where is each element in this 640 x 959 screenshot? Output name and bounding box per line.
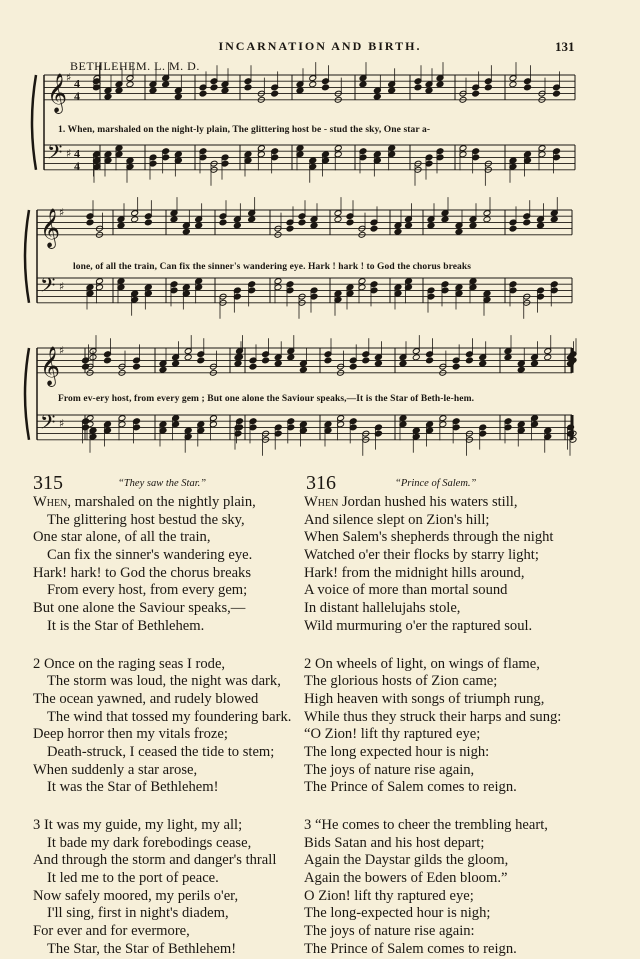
verse-line: And through the storm and danger's thrall [33, 852, 277, 869]
verse-line: 3 “He comes to cheer the trembling heart, [304, 817, 548, 833]
treble-clef-icon: 𝄞 [47, 72, 68, 113]
hymn-315-text [33, 494, 291, 959]
verse-line: A voice of more than mortal sound [304, 582, 508, 599]
verse-line: Again the bowers of Eden bloom.” [304, 870, 508, 887]
note-head [221, 87, 229, 94]
first-word: When, [33, 494, 71, 510]
note-head [182, 228, 190, 235]
note-head [126, 81, 134, 88]
verse-line: From every host, from every gem; [47, 582, 248, 599]
note-head [322, 84, 330, 91]
verse-line: I'll sing, first in night's diadem, [47, 905, 229, 922]
hymn-315-number: 315 [33, 472, 63, 494]
verse-line: The long expected hour is nigh: [304, 743, 490, 760]
verse-line: High heaven with songs of triumph rung, [304, 690, 545, 707]
time-signature: 4 [74, 158, 80, 173]
note-head [286, 225, 294, 232]
treble-clef-icon: 𝄞 [40, 207, 61, 248]
note-head [509, 81, 517, 88]
verse-line: Deep horror then my vitals froze; [33, 726, 228, 743]
note-head [537, 222, 545, 229]
note-head [299, 366, 307, 373]
note-head [86, 219, 94, 226]
hymn-316-number: 316 [306, 472, 336, 494]
verse-line: 3 It was my guide, my light, my all; [33, 817, 243, 833]
note-head [131, 216, 139, 223]
note-head [517, 366, 525, 373]
brace [25, 348, 29, 440]
lyric-line-3: From ev-ery host, from every gem ; But one alone the Saviour speaks,—It is the Star of Beth-le-hem. [58, 394, 475, 404]
note-head [104, 93, 112, 100]
note-head [414, 84, 422, 91]
treble-clef-icon: 𝄞 [40, 345, 61, 386]
note-head [298, 219, 306, 226]
verse-line: The ocean yawned, and rudely blowed [33, 690, 259, 707]
verse-line: When suddenly a star arose, [33, 761, 198, 778]
sharp-icon: ♯ [66, 71, 72, 84]
verse-line [33, 797, 291, 817]
note-head [104, 357, 112, 364]
verse-line: Wild murmuring o'er the raptured soul. [304, 617, 533, 634]
verse-line: It is the Star of Bethlehem. [47, 617, 205, 634]
brace [25, 210, 29, 303]
verse-line: The Star, the Star of Bethlehem! [47, 940, 237, 957]
verse-line: It bade my dark forebodings cease, [47, 834, 252, 851]
verse-line: Again the Daystar gilds the gloom, [304, 852, 509, 869]
note-head [436, 81, 444, 88]
hymn-316-title: “Prince of Salem.” [395, 478, 477, 489]
note-head [271, 90, 279, 97]
bass-clef-icon: 𝄢 [40, 410, 56, 439]
verse-line: Now safely moored, my perils o'er, [33, 887, 239, 904]
note-head [287, 354, 295, 361]
note-head [523, 219, 531, 226]
time-signature: 4 [74, 146, 80, 161]
note-head [466, 357, 474, 364]
note-head [115, 87, 123, 94]
note-head [174, 93, 182, 100]
note-head [346, 219, 354, 226]
note-head [394, 228, 402, 235]
verse-line: The Prince of Salem comes to reign. [304, 779, 517, 796]
note-head [483, 216, 491, 223]
verse-line: The glorious hosts of Zion came; [304, 673, 498, 690]
note-head [553, 90, 561, 97]
note-head [524, 84, 532, 91]
note-head [472, 90, 480, 97]
tune-name: BETHLEHEM. L. M. D. [70, 59, 200, 73]
verse-line: Hark! from the midnight hills around, [304, 564, 525, 581]
bass-clef-icon: 𝄢 [47, 140, 63, 169]
note-head [388, 87, 396, 94]
verse-line: While thus they struck their harps and sung: [304, 708, 562, 725]
note-head [452, 363, 460, 370]
verse-line: The joys of nature rise again: [304, 923, 475, 940]
verse-line: The wind that tossed my foundering bark. [47, 708, 292, 725]
verse-line: The glittering host bestud the sky, [47, 511, 245, 528]
verse-line: The joys of nature rise again, [304, 761, 475, 778]
note-head [455, 228, 463, 235]
first-word: When [304, 494, 339, 510]
note-head [296, 87, 304, 94]
note-head [370, 225, 378, 232]
verse-line: The long-expected hour is nigh; [304, 905, 491, 922]
note-head [469, 222, 477, 229]
note-head [197, 357, 205, 364]
note-head [170, 216, 178, 223]
music-score [0, 0, 640, 470]
note-head [405, 222, 413, 229]
note-head [324, 357, 332, 364]
verse-line: When Salem's shepherds through the night [304, 529, 554, 546]
verse-line [33, 636, 291, 656]
verse-line: The Prince of Salem comes to reign. [304, 940, 517, 957]
note-head [274, 360, 282, 367]
note-head [426, 357, 434, 364]
note-head [484, 84, 492, 91]
note-head [233, 222, 241, 229]
note-head [479, 360, 487, 367]
verse-line: But one alone the Saviour speaks,— [33, 600, 246, 617]
verse-line [304, 797, 561, 817]
note-head [144, 219, 152, 226]
note-head [441, 216, 449, 223]
note-head [195, 222, 203, 229]
note-head [159, 366, 167, 373]
verse-line: The storm was loud, the night was dark, [47, 673, 281, 690]
note-head [262, 357, 270, 364]
note-head [531, 360, 539, 367]
verse-line: 2 Once on the raging seas I rode, [33, 655, 226, 672]
lyric-line-1: 1. When, marshaled on the night-ly plain, The glittering host be - stud the sky, One star a- [58, 125, 431, 135]
brace [32, 75, 36, 170]
note-head [349, 363, 357, 370]
note-head [544, 354, 552, 361]
sharp-icon: ♯ [59, 206, 65, 219]
verse-line: One star alone, of all the train, [33, 529, 211, 546]
note-head [310, 222, 318, 229]
note-head [249, 363, 257, 370]
note-head [184, 354, 192, 361]
note-head [172, 360, 180, 367]
verse-line: Watched o'er their flocks by starry light; [304, 547, 539, 564]
verse-line [304, 636, 561, 656]
note-head [149, 87, 157, 94]
note-head [234, 360, 242, 367]
verse-line: It led me to the port of peace. [47, 870, 219, 887]
note-head [359, 81, 367, 88]
note-head [373, 93, 381, 100]
verse-line: And silence slept on Zion's hill; [304, 511, 490, 528]
hymn-316-text [304, 494, 561, 959]
note-head [425, 87, 433, 94]
verse-line: Can fix the sinner's wandering eye. [47, 547, 253, 564]
verse-line: For ever and for evermore, [33, 923, 190, 940]
note-head [199, 90, 207, 97]
verse-line: Death-struck, I ceased the tide to stem; [47, 743, 275, 760]
note-head [219, 219, 227, 226]
time-signature: 4 [74, 88, 80, 103]
note-head [374, 360, 382, 367]
note-head [362, 357, 370, 364]
sharp-icon: ♯ [59, 280, 65, 293]
verse-line: 2 On wheels of light, on wings of flame, [304, 655, 540, 672]
hymn-315-title: “They saw the Star.” [118, 478, 207, 489]
note-head [504, 354, 512, 361]
verse-line: Hark! hark! to God the chorus breaks [33, 564, 252, 581]
time-signature: 4 [74, 76, 80, 91]
verse-line: Bids Satan and his host depart; [304, 834, 485, 851]
sharp-icon: ♯ [59, 417, 65, 430]
note-head [550, 216, 558, 223]
page-number: 131 [555, 39, 575, 54]
note-head [162, 81, 170, 88]
note-head [117, 222, 125, 229]
note-head [133, 363, 141, 370]
sharp-icon: ♯ [59, 344, 65, 357]
note-head [210, 84, 218, 91]
note-head [509, 225, 517, 232]
sharp-icon: ♯ [66, 147, 72, 160]
note-head [248, 216, 256, 223]
note-head [334, 216, 342, 223]
verse-line: “O Zion! lift thy raptured eye; [304, 726, 481, 743]
verse-line: When, marshaled on the nightly plain, [33, 494, 256, 510]
lyric-line-2: lone, of all the train, Can fix the sinner's wandering eye. Hark ! hark ! to God the chorus breaks [73, 262, 472, 272]
note-head [309, 81, 317, 88]
note-head [244, 84, 252, 91]
note-head [427, 222, 435, 229]
verse-line: When Jordan hushed his waters still, [304, 494, 518, 510]
verse-line: O Zion! lift thy raptured eye; [304, 887, 474, 904]
bass-clef-icon: 𝄢 [40, 273, 56, 302]
verse-line: It was the Star of Bethlehem! [47, 779, 219, 796]
verse-line: In distant hallelujahs stole, [304, 600, 461, 617]
note-head [412, 354, 420, 361]
note-head [399, 360, 407, 367]
running-title: INCARNATION AND BIRTH. [218, 39, 422, 53]
